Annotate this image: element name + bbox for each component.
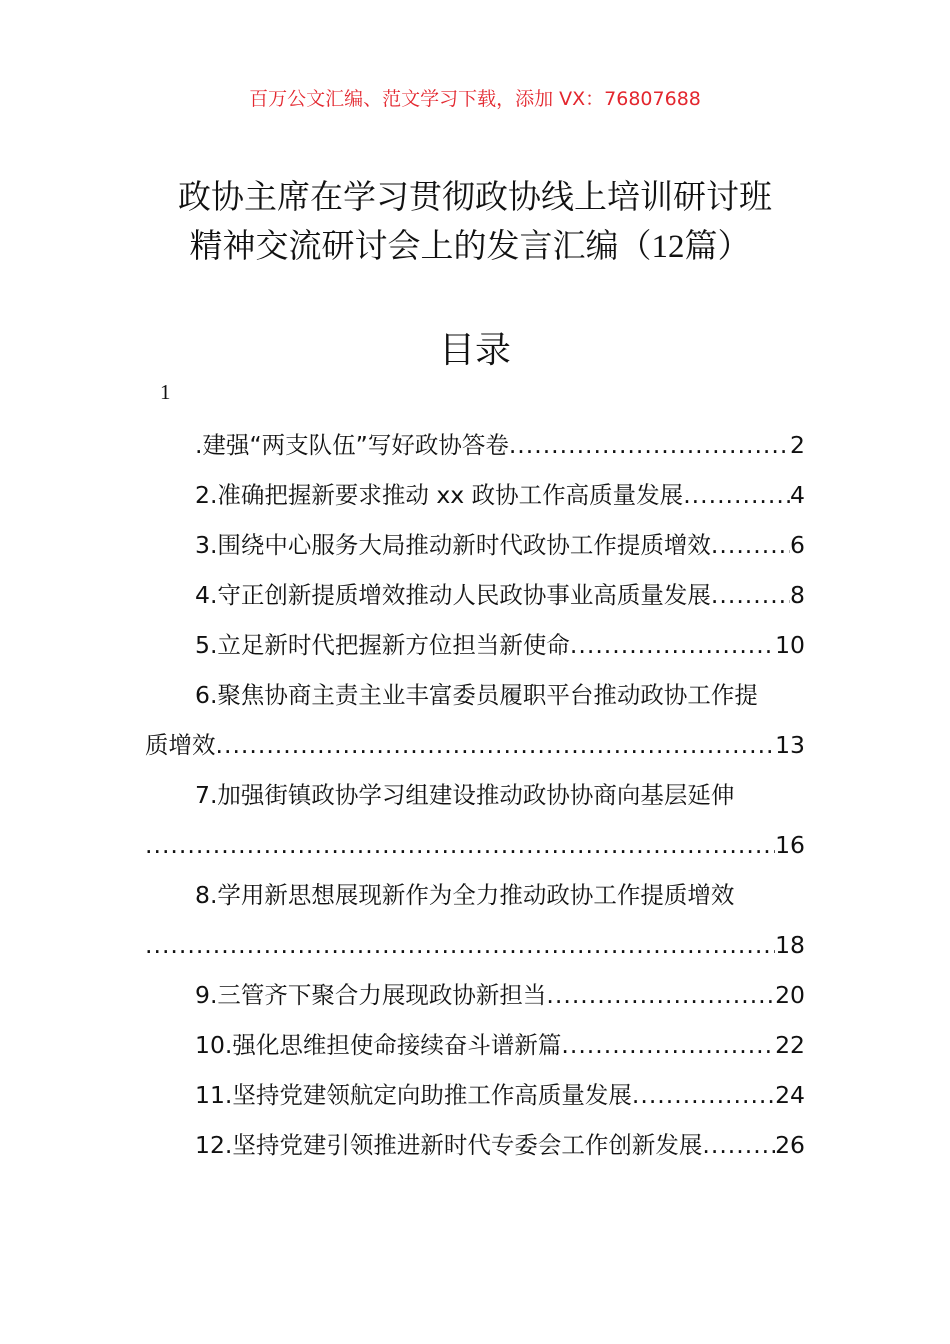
toc-entry-page: 13: [775, 731, 805, 759]
dot-leader: [145, 920, 775, 970]
dot-leader: [145, 820, 775, 870]
toc-entry-page: 6: [790, 531, 805, 559]
toc-entry[interactable]: [145, 420, 805, 470]
toc-entry[interactable]: [145, 870, 805, 920]
toc-entry-page: 2: [790, 431, 805, 459]
toc-entry-title: 7.加强街镇政协学习组建设推动政协协商向基层延伸: [195, 781, 735, 809]
dot-leader: [711, 570, 790, 620]
dot-leader: [216, 720, 776, 770]
watermark-banner: 百万公文汇编、范文学习下载，添加 VX：76807688: [249, 88, 701, 110]
toc-entry[interactable]: [145, 620, 805, 670]
title-line-1: 政协主席在学习贯彻政协线上培训研讨班: [178, 177, 772, 216]
toc-entry-continuation[interactable]: [145, 920, 805, 970]
toc-entry-title: 9.三管齐下聚合力展现政协新担当: [195, 981, 547, 1009]
table-of-contents: [145, 420, 805, 1170]
dot-leader: [632, 1070, 775, 1120]
toc-entry-page: 20: [775, 981, 805, 1009]
toc-entry[interactable]: [145, 670, 805, 720]
toc-entry-title: 8.学用新思想展现新作为全力推动政协工作提质增效: [195, 881, 735, 909]
toc-entry-page: 18: [775, 931, 805, 959]
toc-entry-page: 10: [775, 631, 805, 659]
toc-entry-page: 24: [775, 1081, 805, 1109]
title-line-2: [0, 221, 950, 272]
toc-entry-title: 12.坚持党建引领推进新时代专委会工作创新发展: [195, 1131, 703, 1159]
toc-entry-title: 6.聚焦协商主责主业丰富委员履职平台推动政协工作提: [195, 681, 758, 709]
toc-entry[interactable]: [145, 1120, 805, 1170]
dot-leader: [546, 970, 775, 1020]
toc-entry[interactable]: [145, 970, 805, 1020]
toc-entry[interactable]: [145, 570, 805, 620]
toc-entry-title: 3.围绕中心服务大局推动新时代政协工作提质增效: [195, 531, 711, 559]
dot-leader: [702, 1120, 775, 1170]
title-line-2-prefix: 精神交流研讨会上的发言汇编（: [189, 226, 652, 265]
toc-entry-title: .建强“两支队伍”写好政协答卷: [195, 431, 509, 459]
toc-entry-continuation[interactable]: [145, 820, 805, 870]
toc-entry[interactable]: [145, 1070, 805, 1120]
dot-leader: [561, 1020, 775, 1070]
stray-number: 1: [160, 380, 171, 404]
toc-entry-title: 11.坚持党建领航定向助推工作高质量发展: [195, 1081, 632, 1109]
toc-entry-continuation[interactable]: [145, 720, 805, 770]
toc-entry[interactable]: [145, 520, 805, 570]
document-title: [0, 172, 950, 272]
toc-entry[interactable]: [145, 470, 805, 520]
title-line-2-suffix: 篇）: [684, 226, 751, 265]
toc-heading: 目录: [438, 330, 511, 371]
toc-entry[interactable]: [145, 1020, 805, 1070]
toc-entry[interactable]: [145, 770, 805, 820]
toc-entry-title: 10.强化思维担使命接续奋斗谱新篇: [195, 1031, 562, 1059]
dot-leader: [570, 620, 775, 670]
toc-entry-page: 4: [790, 481, 805, 509]
dot-leader: [683, 470, 790, 520]
toc-entry-page: 8: [790, 581, 805, 609]
toc-entry-page: 26: [775, 1131, 805, 1159]
toc-entry-page: 16: [775, 831, 805, 859]
title-count: 12: [651, 229, 685, 265]
toc-entry-title: 2.准确把握新要求推动 xx 政协工作高质量发展: [195, 481, 684, 509]
dot-leader: [711, 520, 790, 570]
toc-entry-title: 5.立足新时代把握新方位担当新使命: [195, 631, 570, 659]
toc-entry-page: 22: [775, 1031, 805, 1059]
dot-leader: [509, 420, 790, 470]
toc-entry-title: 4.守正创新提质增效推动人民政协事业高质量发展: [195, 581, 711, 609]
toc-entry-title-cont: 质增效: [145, 731, 216, 759]
